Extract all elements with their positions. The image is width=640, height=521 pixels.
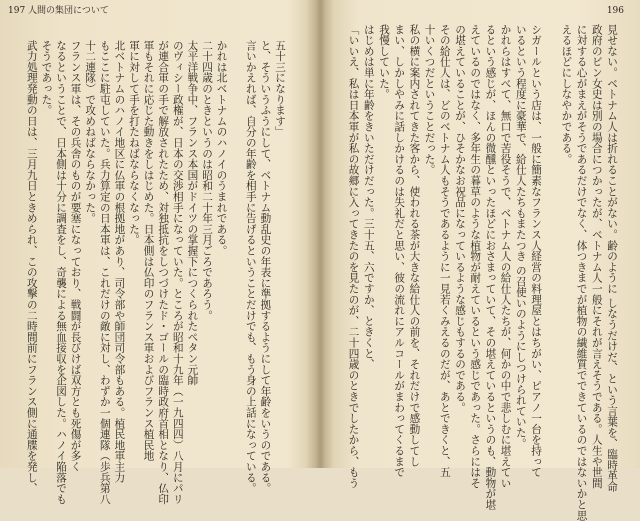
text-column: 軍に対して手を打たねばならなくなった。 xyxy=(128,40,140,246)
page-number: 197 xyxy=(8,6,26,16)
text-column: えているのではなく、多年生の暮草のような植物が耐えているという感じであった。さらにはそ xyxy=(469,24,482,489)
text-column: 我慢していた。 xyxy=(378,24,390,100)
text-column: のヴィシー政権が、日本の交渉相手になっていた。ところが昭和十九年（一九四四）八月にパリ xyxy=(171,40,184,505)
text-column: フランス軍は、その兵舎のものが要塞になっており、戦闘が長びけば双方とも死傷が多く xyxy=(69,40,82,472)
text-column: そうであった。 xyxy=(40,40,53,116)
right-page xyxy=(320,0,640,521)
text-column: なるということで、日本側は十分に調査をし、奇襲による無血接収を企図した。ハノイ陥落でも xyxy=(55,40,67,505)
text-column: かれは北ベトナムのハノイのうまれである。 xyxy=(215,40,228,256)
text-column: 五十三になります」 xyxy=(274,40,286,138)
text-column: いるという程度に豪華で、給仕人たちもまたつき の召使いのようにしつけられていた。 xyxy=(514,24,527,449)
text-column: はじめは単に年齢をきいただけだった。三十五、六ですか、ときくと、 xyxy=(362,24,375,370)
page-number: 196 xyxy=(606,6,624,16)
text-column: シガールという店は、一般に簡素なフランス人経営の料理屋とはちがい、ピアノ一台を持って xyxy=(530,24,542,478)
text-column: 北ベトナムのハノイ地区に仏軍の根拠地があり、司令部や師団司令部もある。植民地軍主力 xyxy=(113,40,126,483)
text-column: 見せない。ベトナム人は折れることがない。齢のように しなうだけだ、という言葉を、臨時革命 xyxy=(606,24,618,492)
text-column: 武力処理発動の日は、三月九日ときめられ、この攻撃の二時間前にフランス側に通牒を発し、 xyxy=(25,40,38,494)
text-column: もここに駐屯していた。兵力算定の日本軍は、これだけの敵に対し、わずか一個連隊（歩兵第八 xyxy=(98,40,111,505)
text-column: 言いかえれば、自分の年齢を相手に告げるということだけでも、もう身の上話になっている。 xyxy=(244,40,257,494)
text-column: まい、しかしやみに話しかけるのは失礼だと思い、彼の流れにアルコールがまわってくるまで xyxy=(393,24,406,478)
text-column: るという感じが、ほんの微醺といったほどにおさまっていて、その堪えているというのも、動物が堪 xyxy=(484,24,497,510)
text-column: 十いくつだということだった。 xyxy=(423,24,436,176)
text-column: 「いいえ、私は日本軍が私の故郷に入ってきたのを見たのが、二十四歳のときでしたから、もう xyxy=(347,24,360,489)
text-column: 太平洋戦争中、フランス本国がドイツの掌握下につくられたペタン元帥 xyxy=(186,40,199,386)
text-column: と、そういうふうにして、ベトナム動乱史の年表に準拠するようにして年齢をいうのである。 xyxy=(259,40,272,494)
text-column: の堪えていることが、ひそかなお祝品になっているような感じもするのである。 xyxy=(454,24,466,413)
left-page xyxy=(0,0,320,505)
text-column: 私の横に案内されてきた客から、使われる茶が大きな給仕人の前を、それだけで感動してし xyxy=(408,24,421,467)
text-column: 二十四歳のときというのは昭和二十年三月ごろであろう。 xyxy=(201,40,213,321)
text-column: 十二連隊）で攻めねばならなかった。 xyxy=(84,40,97,224)
text-column: 軍もそれに応じた動きをしはじめた。日本側は仏印のフランス軍およびフランス植民地 xyxy=(142,40,155,462)
text-column: その給仕人は、どのベトナム人もそうであるように一見若くみえるのだが、あとできくと、五 xyxy=(438,24,451,478)
text-column: に対する心がまえがそうであるだけでなく、体つきまでが植物の繊維質でできているのではないかと思 xyxy=(575,24,588,521)
text-column: が連合軍の手で解放されたため、対独抵抗をしつづけたド・ゴールの臨時政府首相となり、仏印 xyxy=(157,40,170,505)
text-column: えるほどにしなやかである。 xyxy=(560,24,573,165)
text-column: かれらはすべて、無口で苦役そうで、ベトナム人の給仕人たちが、何かの中で悲しむに堪えてい xyxy=(499,24,512,489)
text-column: 政府のビン女史は別の場合につかったが、ベトナム人一般にそれが言えそうである。人生や世間 xyxy=(590,24,603,489)
running-header: 人間の集団について xyxy=(28,6,109,16)
